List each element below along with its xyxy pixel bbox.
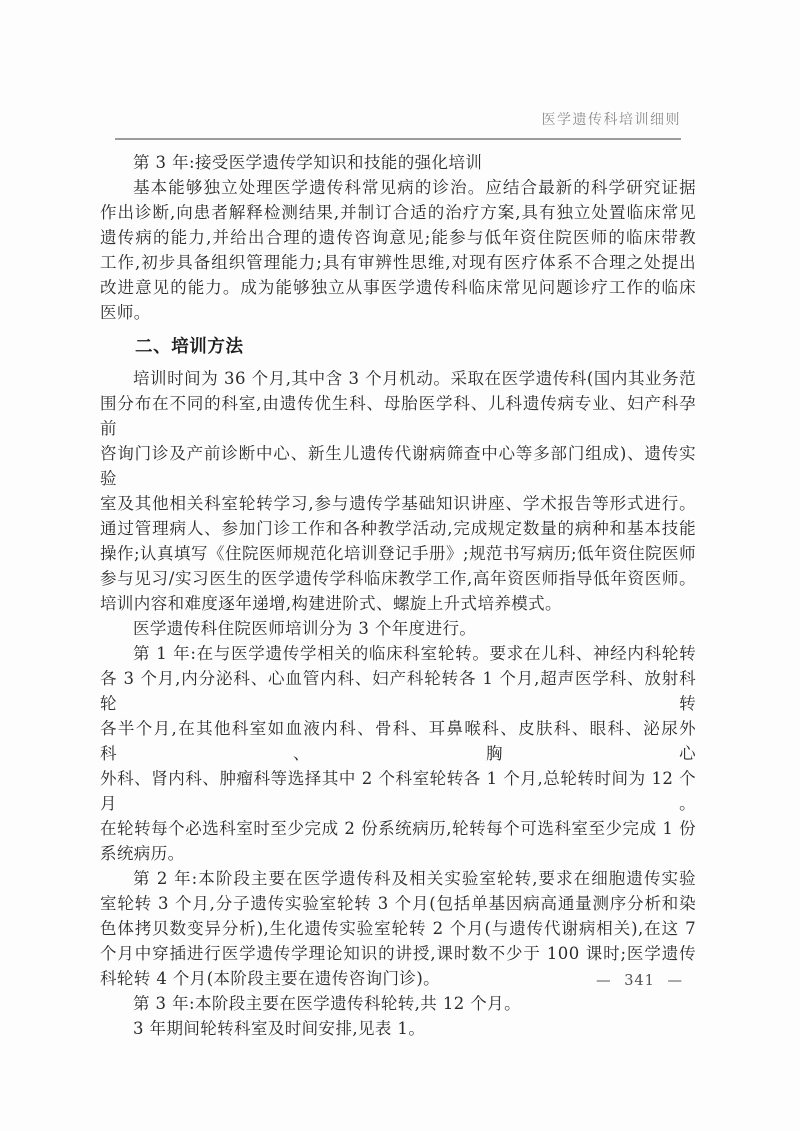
text-line: 咨询门诊及产前诊断中心、新生儿遗传代谢病筛查中心等多部门组成)、遗传实验 [100,444,696,488]
text-line: 医学遗传科住院医师培训分为 3 个年度进行。 [133,619,477,638]
text-line: 基本能够独立处理医学遗传科常见病的诊治。应结合最新的科学研究证据 [133,178,696,197]
text-line: 医师。 [100,303,151,322]
text-line: 各 3 个月,内分泌科、心血管内科、妇产科轮转各 1 个月,超声医学科、放射科轮转 [100,669,696,713]
page-number: — 341 — [596,973,683,989]
text-line: 培训时间为 36 个月,其中含 3 个月机动。采取在医学遗传科(国内其业务范 [133,369,696,388]
section-heading: 二、培训方法 [135,337,244,357]
text-line: 室及其他相关科室轮转学习,参与遗传学基础知识讲座、学术报告等形式进行。 [100,494,696,513]
text-line: 遗传病的能力,并给出合理的遗传咨询意见;能参与低年资住院医师的临床带教 [100,228,696,247]
text-line: 第 3 年:本阶段主要在医学遗传科轮转,共 12 个月。 [133,994,521,1013]
page-content [100,150,696,1041]
text-line: 色体拷贝数变异分析),生化遗传实验室轮转 2 个月(与遗传代谢病相关),在这 7 [100,919,696,938]
text-line: 个月中穿插进行医学遗传学理论知识的讲授,课时数不少于 100 课时;医学遗传 [100,944,696,963]
text-line: 第 2 年:本阶段主要在医学遗传科及相关实验室轮转,要求在细胞遗传实验 [133,869,696,888]
page-header [115,111,681,140]
text-line: 第 3 年:接受医学遗传学知识和技能的强化培训 [133,153,483,172]
text-line: 外科、肾内科、肿瘤科等选择其中 2 个科室轮转各 1 个月,总轮转时间为 12 个月。 [100,769,696,813]
text-line: 工作,初步具备组织管理能力;具有审辨性思维,对现有医疗体系不合理之处提出 [100,253,696,272]
text-line: 在轮转每个必选科室时至少完成 2 份系统病历,轮转每个可选科室至少完成 1 份 [100,819,696,838]
text-line: 室轮转 3 个月,分子遗传实验室轮转 3 个月(包括单基因病高通量测序分析和染 [100,894,696,913]
text-line: 各半个月,在其他科室如血液内科、骨科、耳鼻喉科、皮肤科、眼科、泌尿外科、胸心 [100,719,696,763]
text-line: 第 1 年:在与医学遗传学相关的临床科室轮转。要求在儿科、神经内科轮转 [133,644,696,663]
text-line: 改进意见的能力。成为能够独立从事医学遗传科临床常见问题诊疗工作的临床 [100,278,696,297]
text-line: 参与见习/实习医生的医学遗传学科临床教学工作,高年资医师指导低年资医师。 [100,569,696,588]
text-line: 科轮转 4 个月(本阶段主要在遗传咨询门诊)。 [100,969,441,988]
text-line: 围分布在不同的科室,由遗传优生科、母胎医学科、儿科遗传病专业、妇产科孕前 [100,394,696,438]
text-line: 系统病历。 [100,844,185,863]
text-line: 通过管理病人、参加门诊工作和各种教学活动,完成规定数量的病种和基本技能 [100,519,696,538]
text-line: 培训内容和难度逐年递增,构建进阶式、螺旋上升式培养模式。 [100,594,562,613]
page-header-title: 医学遗传科培训细则 [541,112,681,128]
header-rule [115,138,681,140]
text-line: 操作;认真填写《住院医师规范化培训登记手册》;规范书写病历;低年资住院医师 [100,544,696,563]
text-line: 3 年期间轮转科室及时间安排,见表 1。 [133,1019,426,1038]
text-line: 作出诊断,向患者解释检测结果,并制订合适的治疗方案,具有独立处置临床常见 [100,203,696,222]
